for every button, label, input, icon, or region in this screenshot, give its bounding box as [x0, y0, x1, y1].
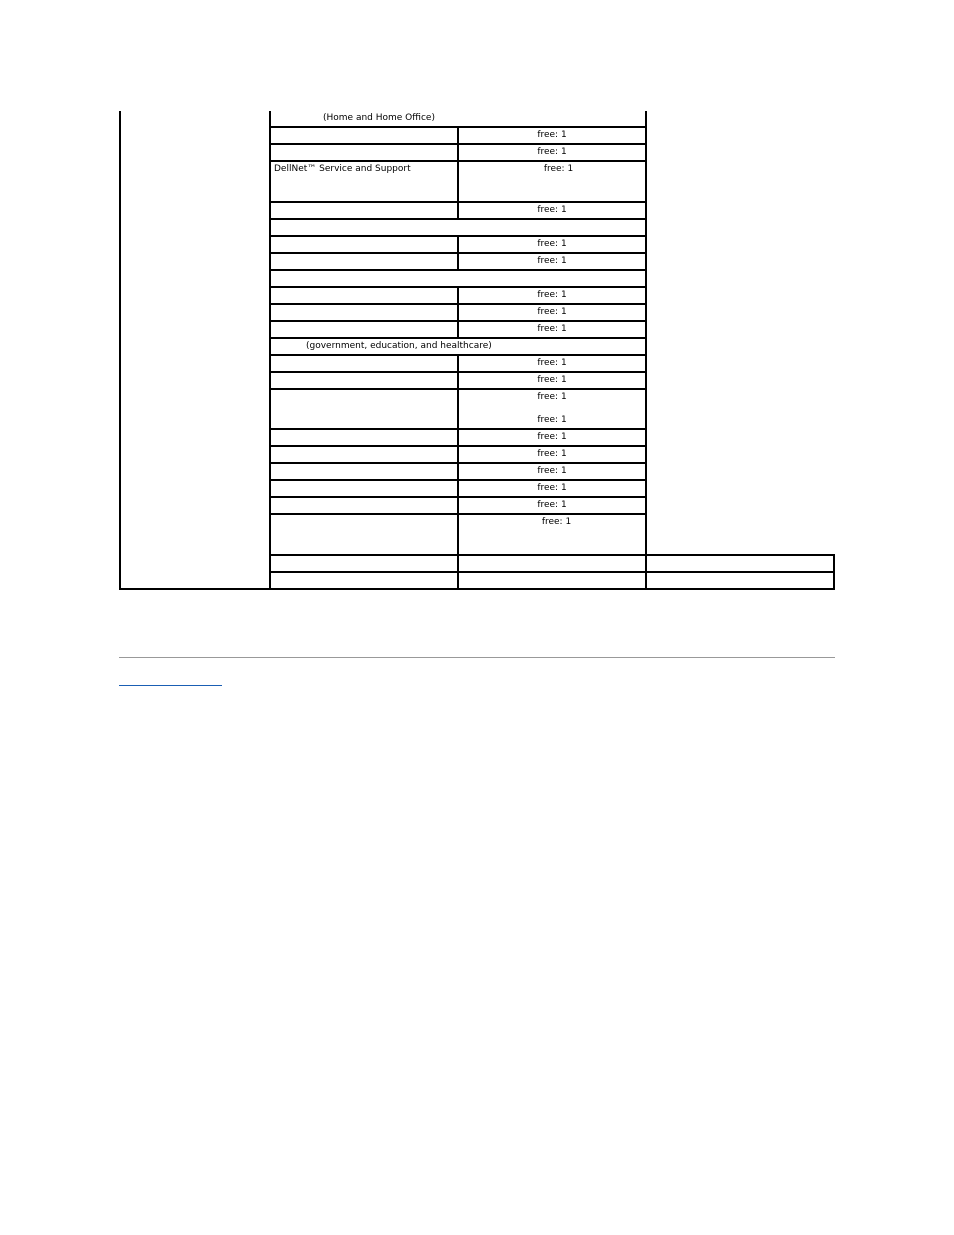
phone-number-cell: free: 1 — [458, 161, 646, 202]
section-gov-header: (government, education, and healthcare) — [270, 338, 646, 355]
service-cell — [270, 372, 458, 389]
service-cell — [270, 202, 458, 219]
phone-number-cell: free: 1 — [458, 321, 646, 338]
service-cell — [270, 144, 458, 161]
service-cell — [270, 514, 458, 555]
phone-number-cell: free: 1 — [458, 463, 646, 480]
phone-number-cell: free: 1 — [458, 236, 646, 253]
contact-numbers-table — [119, 111, 835, 590]
country-cell — [270, 572, 458, 589]
phone-number-cell: free: 1 — [458, 446, 646, 463]
phone-number-cell — [646, 572, 834, 589]
phone-number-cell: free: 1 — [458, 304, 646, 321]
phone-number-cell: free: 1 — [458, 514, 646, 555]
phone-number-cell: free: 1 — [458, 144, 646, 161]
country-cell — [120, 111, 270, 589]
phone-number-cell: free: 1 — [458, 355, 646, 372]
horizontal-divider — [119, 657, 835, 658]
service-cell — [270, 429, 458, 446]
phone-number-cell: free: 1 — [458, 127, 646, 144]
service-cell — [458, 572, 646, 589]
dellnet-service-label: DellNet™ Service and Support — [270, 161, 458, 202]
service-cell — [270, 446, 458, 463]
service-cell — [270, 321, 458, 338]
service-cell — [270, 480, 458, 497]
back-to-contents-link[interactable] — [119, 674, 222, 686]
service-cell — [270, 253, 458, 270]
phone-number-cell: free: 1 — [458, 372, 646, 389]
phone-number-cell: free: 1 — [458, 429, 646, 446]
phone-number-cell: free: 1 — [458, 287, 646, 304]
section-header-empty — [270, 270, 646, 287]
service-cell — [270, 287, 458, 304]
service-cell — [270, 389, 458, 429]
phone-number-cell: free: 1 — [458, 497, 646, 514]
phone-number-cell — [646, 555, 834, 572]
service-cell — [458, 555, 646, 572]
phone-number-cell: free: 1 — [458, 480, 646, 497]
phone-number-cell: free: 1 free: 1 — [458, 389, 646, 429]
service-cell — [270, 236, 458, 253]
section-home-header: (Home and Home Office) — [270, 111, 646, 127]
service-cell — [270, 304, 458, 321]
service-cell — [270, 497, 458, 514]
service-cell — [270, 463, 458, 480]
country-cell — [270, 555, 458, 572]
section-header-empty — [270, 219, 646, 236]
phone-number-cell: free: 1 — [458, 253, 646, 270]
phone-number-cell: free: 1 — [458, 202, 646, 219]
service-cell — [270, 127, 458, 144]
service-cell — [270, 355, 458, 372]
